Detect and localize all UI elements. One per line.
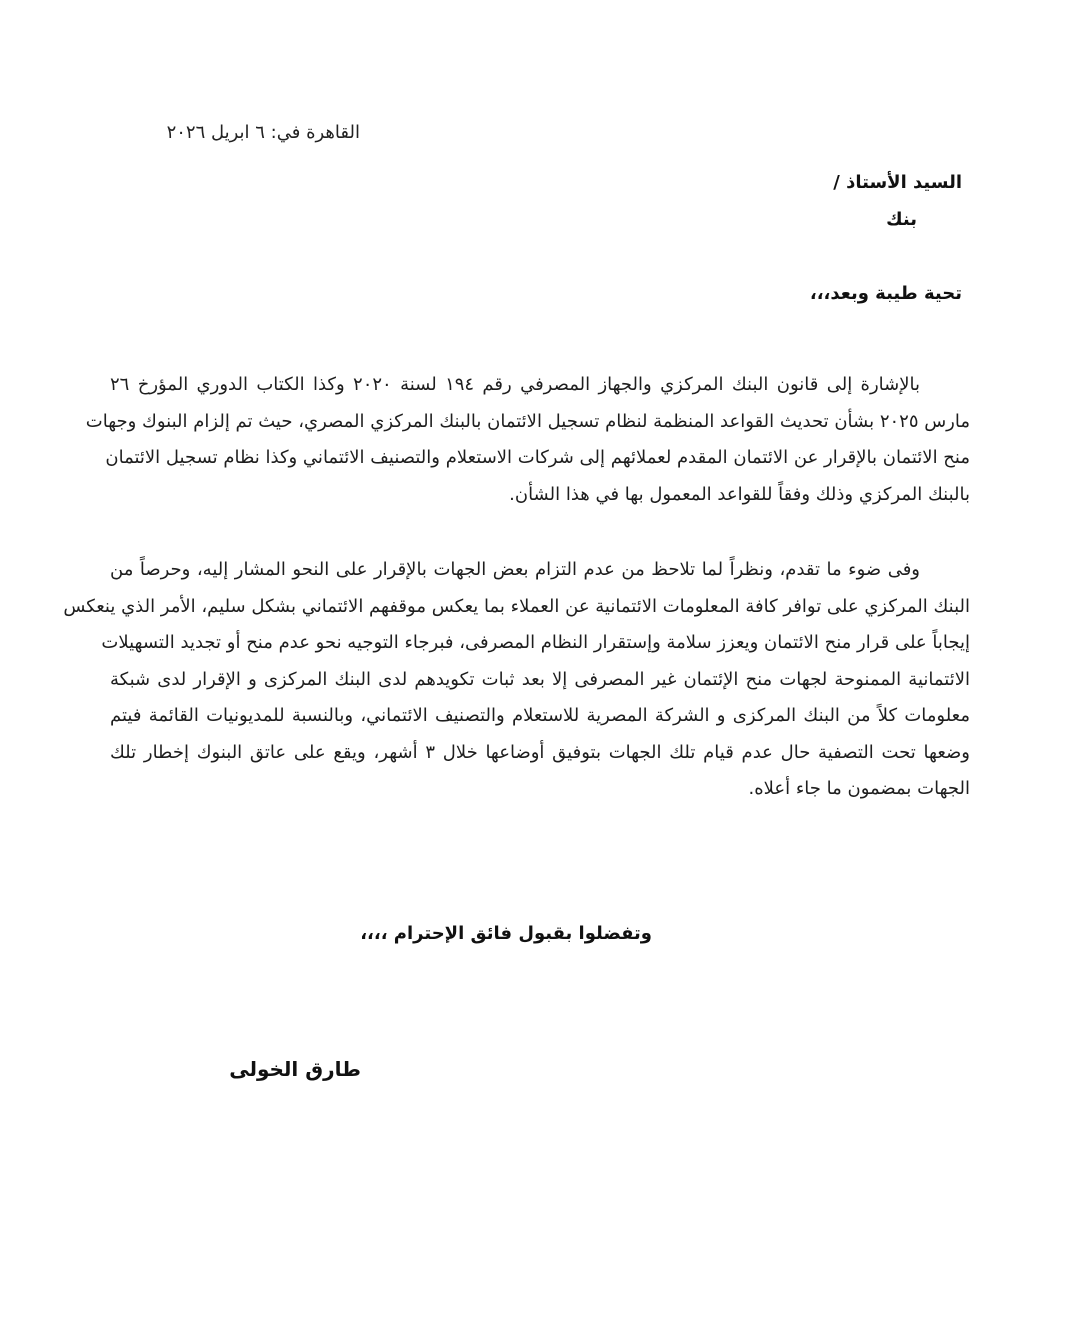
paragraph-line: منح الائتمان بالإقرار عن الائتمان المقدم لعملائهم إلى شركات الاستعلام والتصنيف الائتماني وكذا نظام تسجيل الائتمان [105, 447, 970, 468]
closing-line: وتفضلوا بقبول فائق الإحترام ،،،، [360, 923, 652, 944]
date-line: القاهرة في: ٦ ابريل ٢٠٢٦ [166, 122, 360, 143]
paragraph-line: الجهات بمضمون ما جاء أعلاه. [748, 778, 970, 799]
paragraph-line: الائتمانية الممنوحة لجهات منح الإئتمان غير المصرفى إلا بعد ثبات تكويدهم لدى البنك المركزى و الإقرار لدى شبكة [110, 668, 970, 690]
paragraph-line: وفى ضوء ما تقدم، ونظراً لما تلاحظ من عدم التزام بعض الجهات بالإقرار على النحو المشار إليه، وحرصاً من [110, 559, 920, 580]
paragraph-line: مارس ٢٠٢٥ بشأن تحديث القواعد المنظمة لنظام تسجيل الائتمان بالبنك المركزي المصري، حيث تم إلزام البنوك وجهات [85, 410, 970, 432]
paragraph-line: بالإشارة إلى قانون البنك المركزي والجهاز المصرفي رقم ١٩٤ لسنة ٢٠٢٠ وكذا الكتاب الدوري المؤرخ ٢٦ [110, 374, 920, 395]
paragraph-line: إيجاباً على قرار منح الائتمان ويعزز سلامة وإستقرار النظام المصرفى، فبرجاء التوجيه نحو عدم منح أو تجديد التسهيلات [101, 632, 970, 653]
body-paragraph-2 [63, 552, 970, 808]
body-paragraph-1 [85, 367, 970, 513]
paragraph-line: بالبنك المركزي وذلك وفقاً للقواعد المعمول بها في هذا الشأن. [509, 483, 970, 505]
paragraph-line: معلومات كلاً من البنك المركزى و الشركة المصرية للاستعلام والتصنيف الائتماني، وبالنسبة للمديونيات القائمة فيتم [110, 705, 970, 726]
paragraph-line: البنك المركزي على توافر كافة المعلومات الائتمانية عن العملاء بما يعكس موقفهم الائتماني بشكل سليم، الأمر الذي ينعكس [63, 595, 970, 617]
paragraph-line: وضعها تحت التصفية حال عدم قيام تلك الجهات بتوفيق أوضاعها خلال ٣ أشهر، ويقع على عاتق البنوك إخطار تلك [110, 741, 970, 763]
recipient-bank: بنك [886, 209, 917, 230]
greeting: تحية طيبة وبعد،،، [809, 283, 962, 304]
signature-name: طارق الخولى [229, 1057, 361, 1081]
recipient-title: السيد الأستاذ / [833, 172, 962, 193]
